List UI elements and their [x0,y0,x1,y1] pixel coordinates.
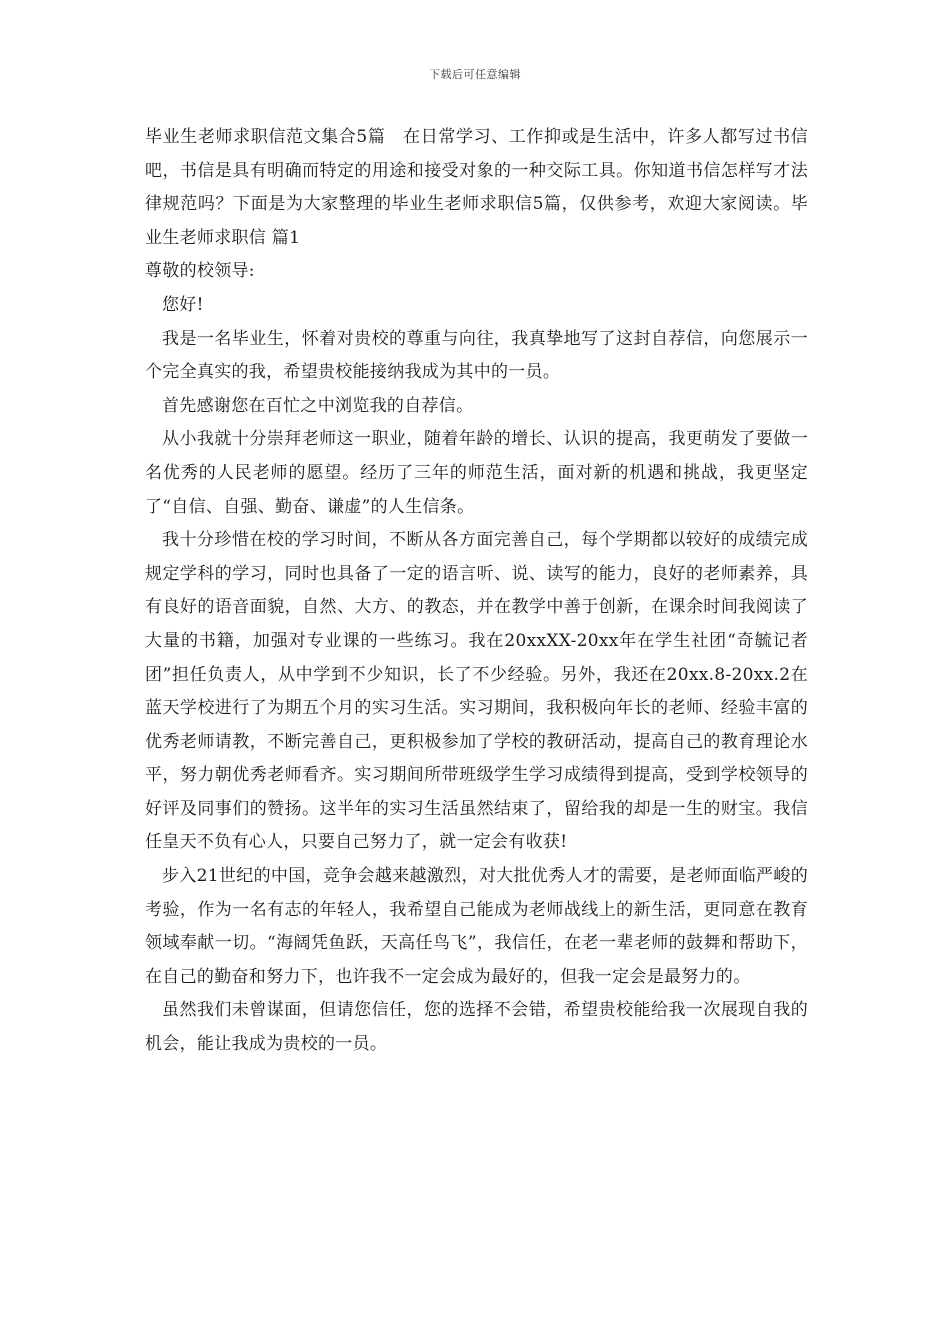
body-paragraph: 从小我就十分崇拜老师这一职业，随着年龄的增长、认识的提高，我更萌发了要做一名优秀的人民老师的愿望。经历了三年的师范生活，面对新的机遇和挑战，我更坚定了“自信、自强、勤奋、谦虚”的人生信条。 [145,429,808,517]
body-paragraph: 虽然我们未曾谋面，但请您信任，您的选择不会错，希望贵校能给我一次展现自我的机会，能让我成为贵校的一员。 [145,1000,808,1055]
greeting: 您好! [162,294,204,315]
body-paragraph: 我十分珍惜在校的学习时间，不断从各方面完善自己，每个学期都以较好的成绩完成规定学科的学习，同时也具备了一定的语言听、说、读写的能力，良好的老师素养，具有良好的语音面貌，自然、大方、的教态，并在教学中善于创新，在课余时间我阅读了大量的书籍，加强对专业课的一些练习。我在20xxXX-20xx年在学生社团“奇毓记者团”担任负责人，从中学到不少知识，长了不少经验。另外，我还在20xx.8-20xx.2在蓝天学校进行了为期五个月的实习生活。实习期间，我积极向年长的老师、经验丰富的优秀老师请教，不断完善自己，更积极参加了学校的教研活动，提高自己的教育理论水平，努力朝优秀老师看齐。实习期间所带班级学生学习成绩得到提高，受到学校领导的好评及同事们的赞扬。这半年的实习生活虽然结束了，留给我的却是一生的财宝。我信任皇天不负有心人，只要自己努力了，就一定会有收获! [145,530,808,853]
letter-body [145,121,808,1062]
header-note: 下载后可任意编辑 [429,68,521,81]
intro-paragraph: 毕业生老师求职信范文集合5篇 在日常学习、工作抑或是生活中，许多人都写过书信吧，书信是具有明确而特定的用途和接受对象的一种交际工具。你知道书信怎样写才法律规范吗？下面是为大家整理的毕业生老师求职信5篇，仅供参考，欢迎大家阅读。毕业生老师求职信 篇1 [145,127,808,248]
body-paragraph: 我是一名毕业生，怀着对贵校的尊重与向往，我真挚地写了这封自荐信，向您展示一个完全真实的我，希望贵校能接纳我成为其中的一员。 [145,328,808,383]
body-paragraph: 首先感谢您在百忙之中浏览我的自荐信。 [162,395,474,416]
body-paragraph: 步入21世纪的中国，竞争会越来越激烈，对大批优秀人才的需要，是老师面临严峻的考验，作为一名有志的年轻人，我希望自己能成为老师战线上的新生活，更同意在教育领域奉献一切。“海阔凭鱼跃，天高任鸟飞”，我信任，在老一辈老师的鼓舞和帮助下，在自己的勤奋和努力下，也许我不一定会成为最好的，但我一定会是最努力的。 [145,866,808,987]
salutation: 尊敬的校领导: [145,261,255,282]
